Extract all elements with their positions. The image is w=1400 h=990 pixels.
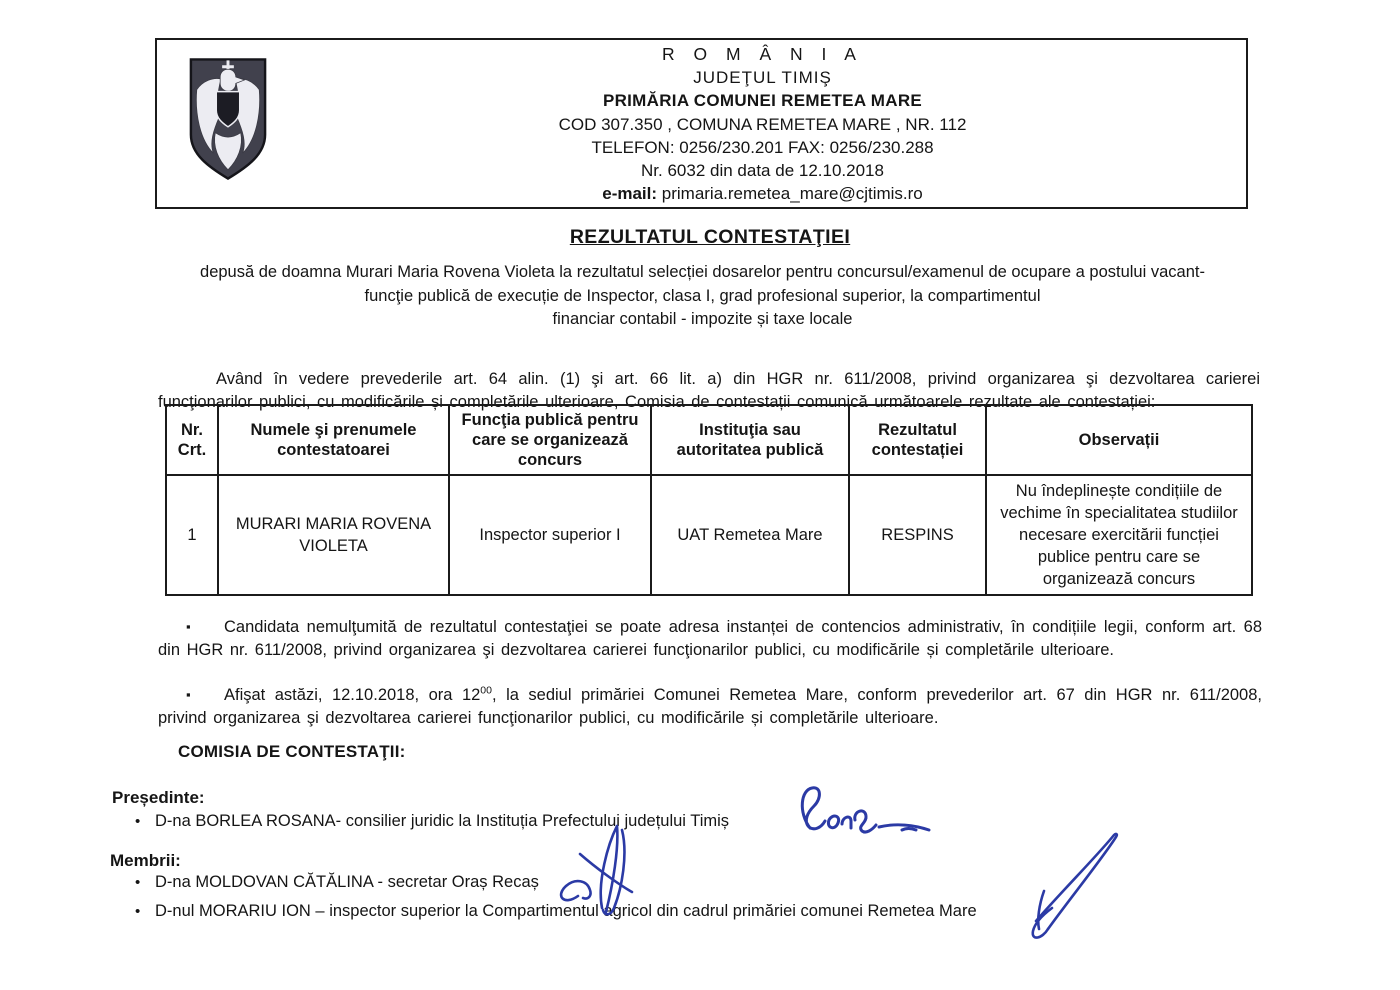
intro-paragraph <box>150 261 1255 332</box>
square-bullet-icon: ▪ <box>186 686 191 702</box>
notice-posting-text-after: , la sediul primăriei Comunei Remetea Mare, conform prevederilor art. 67 din HGR nr. 611/2008, privind organizarea şi dezvoltarea carierei funcţionarilor publici, cu modificările și completările ulterioare. <box>158 685 1262 727</box>
signature-borlea-rosana-icon <box>788 780 938 842</box>
results-table <box>165 404 1253 596</box>
notice-appeal-text: Candidata nemulţumită de rezultatul contestaţiei se poate adresa instanței de contencios administrativ, în condițiile legii, conform art. 68 din HGR nr. 611/2008, privind organizarea şi dezvoltarea carierei funcţionarilor publici, cu modificările și completările ulterioare. <box>158 617 1262 659</box>
legal-paragraph: Având în vedere prevederile art. 64 alin. (1) şi art. 66 lit. a) din HGR nr. 611/2008, privind organizarea şi dezvoltarea carierei funcţionarilor publici, cu modificările și completările ulterioare, Comisia de contestații comunică următoarele rezultate ale contestației: <box>158 369 1260 411</box>
president-name: D-na BORLEA ROSANA- consilier juridic la Instituția Prefectului județului Timiș <box>155 812 730 830</box>
hour-superscript: 00 <box>480 684 492 696</box>
commission-heading: COMISIA DE CONTESTAŢII: <box>178 742 406 761</box>
notice-posting-text-before: Afişat astăzi, 12.10.2018, ora 12 <box>224 685 481 704</box>
email-address: primaria.remetea_mare@cjtimis.ro <box>661 184 923 204</box>
signature-moldovan-catalina-icon <box>550 822 660 922</box>
header-cell-nr-crt: Nr. Crt. <box>166 405 218 475</box>
institution-address: COD 307.350 , COMUNA REMETEA MARE , NR. 112 <box>558 114 967 134</box>
header-cell-name: Numele şi prenumele contestatoarei <box>218 405 449 475</box>
registration-number: Nr. 6032 din data de 12.10.2018 <box>641 161 884 181</box>
letterhead-text <box>287 43 1238 205</box>
round-bullet-icon: • <box>135 813 141 830</box>
header-cell-institution: Instituţia sau autoritatea publică <box>651 405 849 475</box>
list-item-member-1 <box>135 873 539 892</box>
member-2-name: D-nul MORARIU ION – inspector superior la Compartimentul agricol din cadrul primăriei comunei Remetea Mare <box>155 902 977 920</box>
header-cell-observations: Observații <box>986 405 1252 475</box>
letterhead-box <box>155 38 1248 209</box>
romania-coat-of-arms-icon <box>187 55 269 183</box>
institution-name: PRIMĂRIA COMUNEI REMETEA MARE <box>602 91 923 111</box>
cell-observations: Nu îndeplinește condițiile de vechime în specialitatea studiilor necesare exercitării funcției publice pentru care se organizează concurs <box>986 475 1252 595</box>
intro-line-1: depusă de doamna Murari Maria Rovena Violeta la rezultatul selecției dosarelor pentru concursul/examenul de ocupare a postului vacant- <box>200 263 1205 281</box>
notice-paragraph-posting <box>158 683 1262 731</box>
cell-function: Inspector superior I <box>449 475 651 595</box>
county-name: JUDEŢUL TIMIŞ <box>693 68 832 88</box>
header-cell-function: Funcţia publică pentru care se organizează concurs <box>449 405 651 475</box>
email-line <box>287 182 1238 205</box>
intro-line-2: funcţie publică de execuție de Inspector, clasa I, grad profesional superior, la compartimentul <box>364 286 1041 305</box>
cell-result: RESPINS <box>849 475 986 595</box>
cell-nr-crt: 1 <box>166 475 218 595</box>
notice-paragraph-appeal <box>158 615 1262 663</box>
cell-name: MURARI MARIA ROVENA VIOLETA <box>218 475 449 595</box>
phone-fax-line: TELEFON: 0256/230.201 FAX: 0256/230.288 <box>591 137 934 157</box>
cell-institution: UAT Remetea Mare <box>651 475 849 595</box>
country-name: R O M Â N I A <box>662 44 863 64</box>
round-bullet-icon: • <box>135 903 141 920</box>
members-label: Membrii: <box>110 851 181 870</box>
table-header-row <box>166 405 1252 475</box>
header-cell-result: Rezultatul contestației <box>849 405 986 475</box>
square-bullet-icon: ▪ <box>186 618 191 634</box>
page-title: REZULTATUL CONTESTAŢIEI <box>569 226 851 248</box>
intro-line-3: financiar contabil - impozite și taxe locale <box>552 310 853 328</box>
round-bullet-icon: • <box>135 874 141 891</box>
member-1-name: D-na MOLDOVAN CĂTĂLINA - secretar Oraș Recaș <box>155 873 539 891</box>
president-label: Președinte: <box>112 788 205 807</box>
table-row <box>166 475 1252 595</box>
signature-morariu-ion-icon <box>1012 831 1127 941</box>
email-label: e-mail: <box>602 184 658 204</box>
